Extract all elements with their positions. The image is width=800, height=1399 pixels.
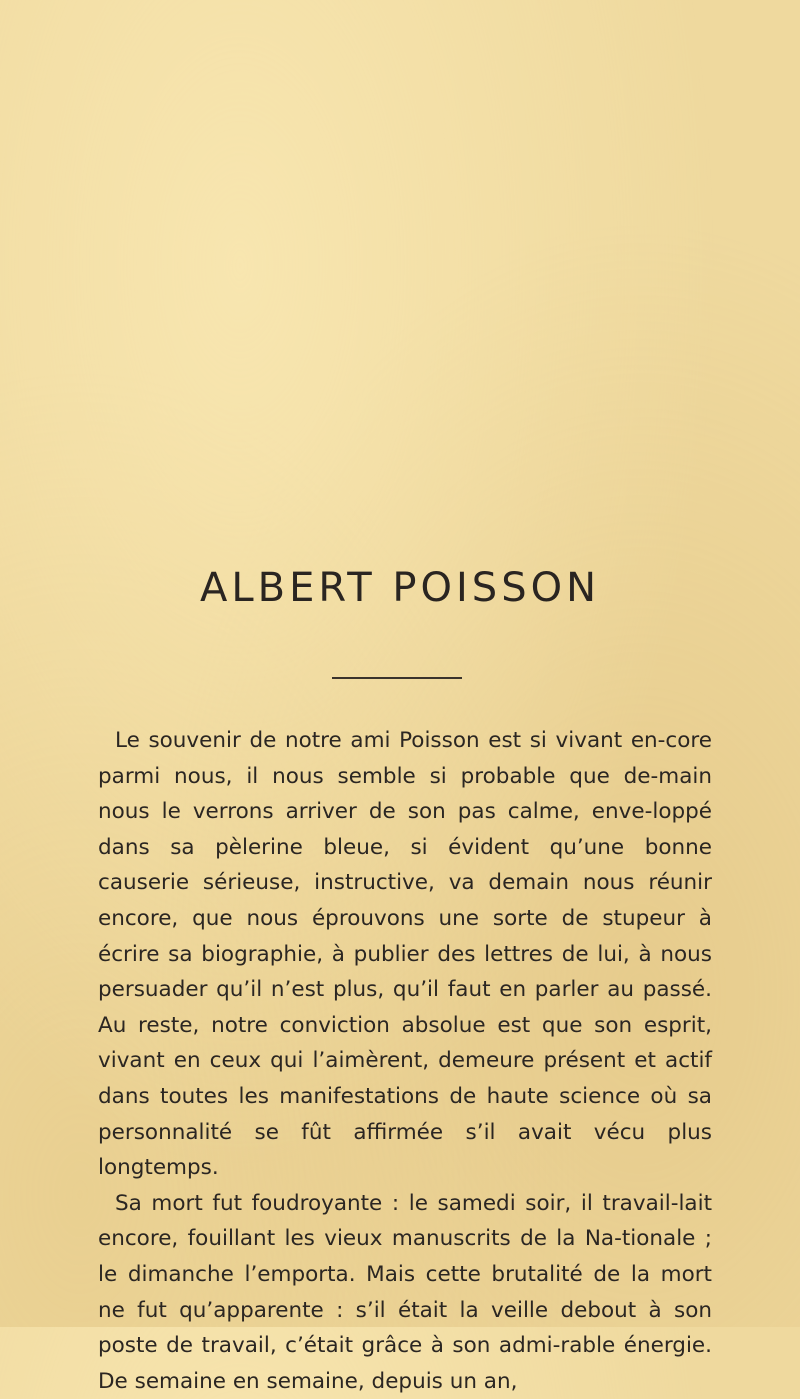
paragraph-2: Sa mort fut foudroyante : le samedi soir, il travail-lait encore, fouillant les vieux manuscrits de la Na-tionale ; le dimanche l’emporta. Mais cette brutalité de la mort ne fut qu’apparente : s’il était la veille debout à son poste de travail, c’était grâce à son admi-rable énergie. De semaine en semaine, depuis un an, (98, 1190, 712, 1394)
page-title: ALBERT POISSON (200, 565, 600, 611)
paragraph-1: Le souvenir de notre ami Poisson est si vivant en-core parmi nous, il nous semble si probable que de-main nous le verrons arriver de son pas calme, enve-loppé dans sa pèlerine bleue, si évident qu’une bonne causerie sérieuse, instructive, va demain nous réunir encore, que nous éprouvons une sorte de stupeur à écrire sa biographie, à publier des lettres de lui, à nous persuader qu’il n’est plus, qu’il faut en parler au passé. Au reste, notre conviction absolue est que son esprit, vivant en ceux qui l’aimèrent, demeure présent et actif dans toutes les manifestations de haute science où sa personnalité se fût affirmée s’il avait vécu plus longtemps. (98, 728, 712, 1181)
title-divider (332, 677, 462, 679)
body-text (98, 723, 712, 1399)
